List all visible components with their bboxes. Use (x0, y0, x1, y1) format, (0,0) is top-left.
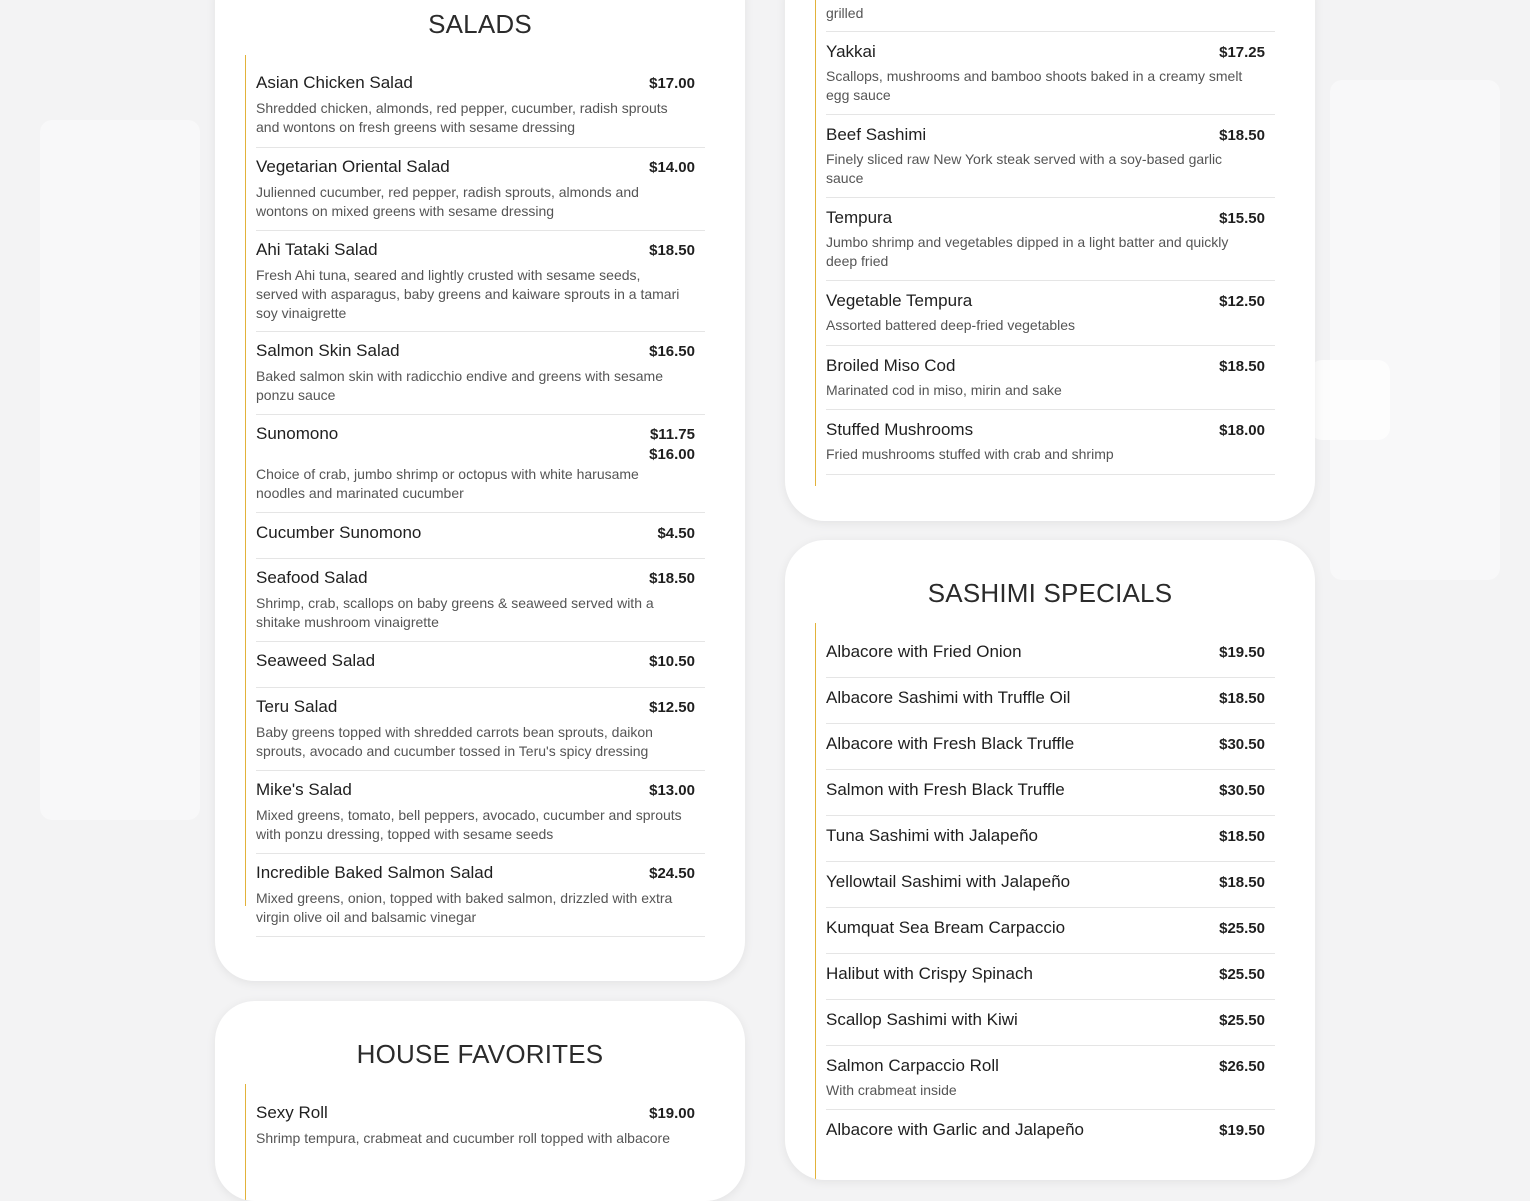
item-description: Fresh Ahi tuna, seared and lightly crusted with sesame seeds, served with asparagus, baby greens and kaiware sprouts in a tamari soy vinaigrette (256, 267, 680, 321)
menu-item[interactable] (826, 623, 1275, 678)
item-price: $18.50 (1219, 828, 1265, 845)
item-name: Albacore Sashimi with Truffle Oil (826, 688, 1071, 707)
menu-item[interactable] (256, 1084, 705, 1167)
item-price: $26.50 (1219, 1058, 1265, 1075)
item-price: $25.50 (1219, 920, 1265, 937)
menu-item[interactable] (826, 1046, 1275, 1110)
appetizers-list (815, 0, 1275, 486)
section-title-sashimi-specials: SASHIMI SPECIALS (927, 578, 1173, 608)
item-description: Marinated cod in miso, mirin and sake (826, 382, 1062, 398)
menu-item[interactable] (826, 724, 1275, 770)
item-price: $30.50 (1219, 782, 1265, 799)
item-description: Jumbo shrimp and vegetables dipped in a light batter and quickly deep fried (826, 234, 1229, 269)
item-price: $4.50 (657, 525, 695, 542)
item-name: Cucumber Sunomono (256, 523, 422, 542)
sashimi-specials-card (785, 540, 1315, 1180)
item-name: Salmon Skin Salad (256, 341, 400, 360)
item-price: $25.50 (1219, 1012, 1265, 1029)
menu-item[interactable] (826, 32, 1275, 115)
item-description: Julienned cucumber, red pepper, radish sprouts, almonds and wontons on mixed greens with sesame dressing (256, 184, 639, 219)
item-price: $10.50 (649, 653, 695, 670)
item-price: $13.00 (649, 782, 695, 799)
item-price-large: $16.00 (649, 446, 695, 463)
menu-item[interactable] (256, 642, 705, 688)
menu-item[interactable] (256, 688, 705, 771)
item-name: Kumquat Sea Bream Carpaccio (826, 918, 1066, 937)
item-name: Vegetarian Oriental Salad (256, 157, 450, 176)
menu-item[interactable] (826, 678, 1275, 724)
menu-item[interactable] (826, 1000, 1275, 1046)
item-description: Mixed greens, onion, topped with baked salmon, drizzled with extra virgin olive oil and balsamic vinegar (256, 890, 673, 925)
item-price: $12.50 (649, 699, 695, 716)
item-name: Asian Chicken Salad (256, 73, 413, 92)
menu-item[interactable] (826, 908, 1275, 954)
item-price: $14.00 (649, 159, 695, 176)
menu-item[interactable] (826, 281, 1275, 346)
item-name: Tempura (826, 208, 893, 227)
menu-item[interactable] (826, 410, 1275, 475)
menu-item[interactable] (826, 1110, 1275, 1156)
menu-item[interactable] (256, 415, 705, 513)
item-name: Sexy Roll (256, 1103, 328, 1122)
menu-item[interactable] (826, 816, 1275, 862)
item-description: Scallops, mushrooms and bamboo shoots baked in a creamy smelt egg sauce (826, 68, 1243, 103)
item-description: Baked salmon skin with radicchio endive and greens with sesame ponzu sauce (256, 368, 663, 403)
item-price: $18.50 (1219, 358, 1265, 375)
salads-list (245, 55, 705, 925)
item-price: $11.75 (649, 426, 695, 443)
item-name: Stuffed Mushrooms (826, 420, 974, 439)
item-price: $18.50 (1219, 690, 1265, 707)
item-description: Finely sliced raw New York steak served with a soy-based garlic sauce (826, 151, 1223, 186)
menu-item[interactable] (256, 559, 705, 642)
item-price: $12.50 (1219, 293, 1265, 310)
item-name: Yakkai (826, 42, 876, 61)
item-name: Ahi Tataki Salad (256, 240, 378, 259)
item-description: grilled (826, 5, 864, 21)
item-name: Albacore with Fried Onion (826, 642, 1022, 661)
item-name: Tuna Sashimi with Jalapeño (826, 826, 1038, 845)
item-name: Broiled Miso Cod (826, 356, 956, 375)
section-title-house-favorites: HOUSE FAVORITES (356, 1039, 604, 1069)
item-description: Shrimp tempura, crabmeat and cucumber roll topped with albacore (256, 1130, 670, 1146)
item-name: Yellowtail Sashimi with Jalapeño (826, 872, 1071, 891)
menu-item[interactable] (256, 854, 705, 937)
item-name: Mike's Salad (256, 780, 352, 799)
item-name: Vegetable Tempura (826, 291, 973, 310)
house-favorites-list (245, 1084, 705, 1201)
item-name: Albacore with Fresh Black Truffle (826, 734, 1075, 753)
item-description: With crabmeat inside (826, 1082, 957, 1098)
item-name: Seaweed Salad (256, 651, 376, 670)
menu-item[interactable] (826, 862, 1275, 908)
item-name: Teru Salad (256, 697, 338, 716)
house-favorites-card (215, 1001, 745, 1201)
appetizers-card (785, 0, 1315, 521)
item-price: $18.00 (1219, 422, 1265, 439)
item-description: Assorted battered deep-fried vegetables (826, 317, 1076, 333)
menu-item[interactable] (826, 346, 1275, 410)
item-description: Mixed greens, tomato, bell peppers, avocado, cucumber and sprouts with ponzu dressing, topped with sesame seeds (256, 807, 682, 842)
menu-item[interactable] (256, 771, 705, 854)
salads-card (215, 0, 745, 981)
menu-item[interactable] (826, 198, 1275, 281)
item-description: Fried mushrooms stuffed with crab and shrimp (826, 446, 1114, 462)
item-price: $19.50 (1219, 1122, 1265, 1139)
item-price: $30.50 (1219, 736, 1265, 753)
background-panel (1310, 360, 1390, 440)
item-price: $18.50 (1219, 127, 1265, 144)
item-price: $18.50 (1219, 874, 1265, 891)
item-price: $15.50 (1219, 210, 1265, 227)
item-price: $17.25 (1219, 44, 1265, 61)
item-price: $25.50 (1219, 966, 1265, 983)
item-price: $18.50 (649, 570, 695, 587)
item-description: Baby greens topped with shredded carrots bean sprouts, daikon sprouts, avocado and cucumber tossed in Teru's spicy dressing (256, 724, 653, 759)
item-name: Incredible Baked Salmon Salad (256, 863, 494, 882)
menu-item[interactable] (256, 55, 705, 148)
section-title-salads: SALADS (428, 9, 532, 39)
menu-item[interactable] (826, 115, 1275, 198)
item-name: Halibut with Crispy Spinach (826, 964, 1033, 983)
item-price: $24.50 (649, 865, 695, 882)
item-price: $19.50 (1219, 644, 1265, 661)
item-name: Scallop Sashimi with Kiwi (826, 1010, 1018, 1029)
menu-item[interactable] (826, 954, 1275, 1000)
menu-item[interactable] (256, 148, 705, 231)
item-description: Shredded chicken, almonds, red pepper, cucumber, radish sprouts and wontons on fresh greens with sesame dressing (256, 100, 668, 135)
background-panel (1330, 80, 1500, 580)
item-price: $16.50 (649, 343, 695, 360)
item-price: $19.00 (649, 1105, 695, 1122)
sashimi-specials-list (815, 623, 1275, 1180)
item-name: Sunomono (256, 424, 339, 443)
menu-item[interactable] (826, 770, 1275, 816)
menu-item[interactable] (256, 332, 705, 415)
item-price: $17.00 (649, 75, 695, 92)
item-price: $18.50 (649, 242, 695, 259)
menu-item[interactable] (256, 231, 705, 332)
background-panel (40, 120, 200, 820)
menu-item-partial[interactable] (826, 0, 1275, 32)
item-description: Shrimp, crab, scallops on baby greens & seaweed served with a shitake mushroom vinaigrette (256, 595, 654, 630)
item-name: Seafood Salad (256, 568, 368, 587)
item-name: Albacore with Garlic and Jalapeño (826, 1120, 1084, 1139)
menu-item[interactable] (256, 513, 705, 559)
item-name: Beef Sashimi (826, 125, 927, 144)
item-name: Salmon with Fresh Black Truffle (826, 780, 1065, 799)
item-name: Salmon Carpaccio Roll (826, 1056, 999, 1075)
item-description: Choice of crab, jumbo shrimp or octopus with white harusame noodles and marinated cucumber (256, 466, 639, 501)
